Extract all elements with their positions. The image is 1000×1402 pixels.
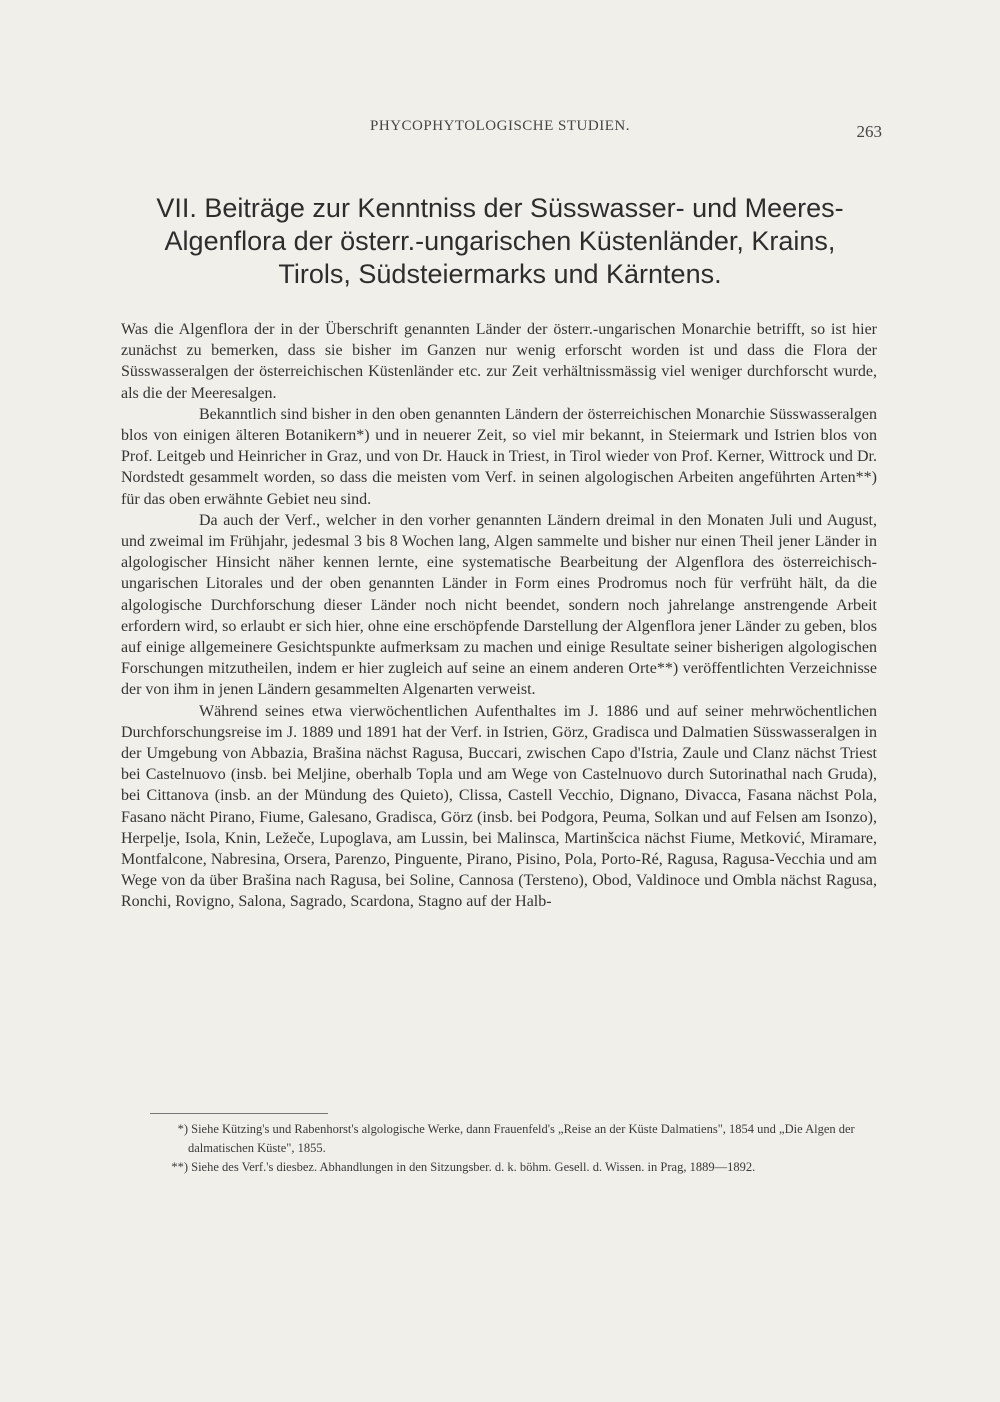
running-title: PHYCOPHYTOLOGISCHE STUDIEN. xyxy=(370,118,630,134)
section-title-line: VII. Beiträge zur Kenntniss der Süsswasser- und Meeres- xyxy=(156,193,844,223)
paragraph: Da auch der Verf., welcher in den vorher genannten Ländern dreimal in den Monaten Juli und August, und zweimal im Frühjahr, jedesmal 3 bis 8 Wochen lang, Algen sammelte und bisher nur einen Theil jener Länder in algologischer Hinsicht näher kennen lernte, eine systematische Bearbeitung der Algenflora des österreichisch-ungarischen Litorales und der oben genannten Länder in Form eines Prodromus noch für verfrüht hält, da die algologische Durchforschung dieser Länder noch nicht beendet, sondern noch jahrelange anstrengende Arbeit erfordern wird, so erlaubt er sich hier, ohne eine erschöpfende Darstellung der Algenflora jener Länder zu geben, blos auf einige allgemeinere Gesichtspunkte aufmerksam zu machen und einige Resultate seiner bisherigen algologischen Forschungen mitzutheilen, indem er hier zugleich auf seine an einem anderen Orte**) veröffentlichten Verzeichnisse der von ihm in jenen Ländern gesammelten Algenarten verweist. xyxy=(121,511,877,699)
section-title-line: Algenflora der österr.-ungarischen Küstenländer, Krains, xyxy=(164,226,836,256)
footnote xyxy=(150,1158,880,1177)
page-number: 263 xyxy=(856,122,882,141)
footnote-text: Siehe des Verf.'s diesbez. Abhandlungen in den Sitzungsber. d. k. böhm. Gesell. d. Wissen. in Prag, 1889—1892. xyxy=(191,1160,756,1174)
page-header xyxy=(120,118,880,142)
footnote xyxy=(150,1120,880,1158)
footnote-text: Siehe Kützing's und Rabenhorst's algologische Werke, dann Frauenfeld's „Reise an der Küste Dalmatiens", 1854 und „Die Algen der dalmatischen Küste", 1855. xyxy=(188,1122,855,1155)
section-title xyxy=(120,192,880,291)
footnote-rule xyxy=(150,1113,328,1114)
body-text xyxy=(121,319,877,913)
footnote-mark: *) xyxy=(177,1122,188,1136)
section-title-line: Tirols, Südsteiermarks und Kärntens. xyxy=(278,259,722,289)
paragraph: Bekanntlich sind bisher in den oben genannten Ländern der österreichischen Monarchie Süsswasseralgen blos von einigen älteren Botanikern*) und in neuerer Zeit, so viel mir bekannt, in Steiermark und Istrien blos von Prof. Leitgeb und Heinricher in Graz, und von Dr. Hauck in Triest, in Tirol wieder von Prof. Kerner, Wittrock und Dr. Nordstedt gesammelt worden, so dass die meisten vom Verf. in seinen algologischen Arbeiten angeführten Arten**) für das oben erwähnte Gebiet neu sind. xyxy=(121,405,877,508)
footnotes xyxy=(150,1120,880,1177)
footnote-mark: **) xyxy=(171,1160,188,1174)
paragraph: Während seines etwa vierwöchentlichen Aufenthaltes im J. 1886 und auf seiner mehrwöchentlichen Durchforschungsreise im J. 1889 und 1891 hat der Verf. in Istrien, Görz, Gradisca und Dalmatien Süsswasseralgen in der Umgebung von Abbazia, Brašina nächst Ragusa, Buccari, zwischen Capo d'Istria, Zaule und Clanz nächst Triest bei Castelnuovo (insb. bei Meljine, oberhalb Topla und am Wege von Castelnuovo durch Sutorinathal nach Gruda), bei Cittanova (insb. an der Mündung des Quieto), Clissa, Castell Vecchio, Dignano, Divacca, Fasana nächst Pola, Fasano nächt Pirano, Fiume, Galesano, Gradisca, Görz (insb. bei Podgora, Peuma, Solkan und auf Felsen am Isonzo), Herpelje, Isola, Knin, Ležeče, Lupoglava, am Lussin, bei Malinsca, Martinšcica nächst Fiume, Metković, Miramare, Montfalcone, Nabresina, Orsera, Parenzo, Pinguente, Pirano, Pisino, Pola, Porto-Ré, Ragusa, Ragusa-Vecchia und am Wege von da über Brašina nach Ragusa, bei Soline, Cannosa (Tersteno), Obod, Valdinoce und Ombla nächst Ragusa, Ronchi, Rovigno, Salona, Sagrado, Scardona, Stagno auf der Halb- xyxy=(121,702,877,911)
paragraph: Was die Algenflora der in der Überschrift genannten Länder der österr.-ungarischen Monarchie betrifft, so ist hier zunächst zu bemerken, dass sie bisher im Ganzen nur wenig erforscht worden ist und dass die Flora der Süsswasseralgen der österreichischen Küstenländer etc. zur Zeit verhältnissmässig viel weniger durchforscht wurde, als die der Meeresalgen. xyxy=(121,321,877,402)
